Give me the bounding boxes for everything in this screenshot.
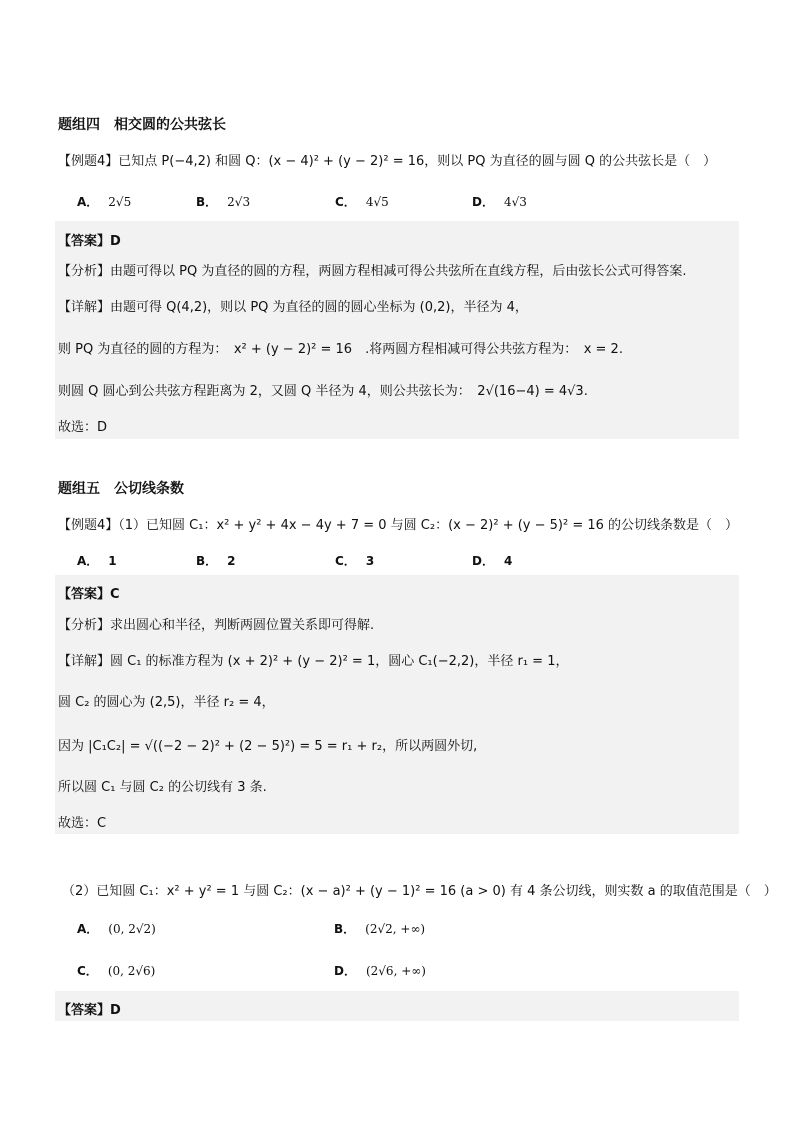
option-b [196,193,250,210]
choice-line: 故选：C [58,816,107,831]
option-b [334,920,425,937]
option-a [77,920,156,937]
option-key: A． [77,554,99,568]
detail-line: 则 PQ 为直径的圆的方程为： x² + (y − 2)² = 16 .将两圆方程相减可得公共弦方程为： x = 2. [58,342,623,357]
option-a [77,193,131,210]
option-b [196,552,236,569]
detail-line: 因为 |C₁C₂| = √((−2 − 2)² + (2 − 5)²) = 5 = r₁ + r₂，所以两圆外切, [58,739,478,754]
detail-line: 【详解】圆 C₁ 的标准方程为 (x + 2)² + (y − 2)² = 1，圆心 C₁(−2,2)，半径 r₁ = 1， [58,654,569,669]
analysis-line: 【分析】由题可得以 PQ 为直径的圆的方程，两圆方程相减可得公共弦所在直线方程，后由弦长公式可得答案. [58,264,687,279]
option-text: 2√3 [227,195,251,209]
option-text: 1 [108,554,117,568]
option-text: 3 [365,554,375,568]
option-c [335,193,389,210]
choice-line: 故选：D [58,420,108,435]
section-title-4: 题组四 相交圆的公共弦长 [58,117,226,133]
question-text: （2）已知圆 C₁：x² + y² = 1 与圆 C₂：(x − a)² + (y − 1)² = 16 (a > 0) 有 4 条公切线，则实数 a 的取值范围是（ ） [62,884,777,899]
option-text: 4 [503,554,513,568]
option-key: B． [196,195,218,209]
option-text: (2√2, +∞) [365,922,426,936]
option-d [334,962,426,979]
option-text: (2√6, +∞) [365,964,426,978]
option-text: 2 [227,554,236,568]
question-text: 【例题4】（1）已知圆 C₁：x² + y² + 4x − 4y + 7 = 0 与圆 C₂：(x − 2)² + (y − 5)² = 16 的公切线条数是（ ） [58,518,739,533]
solution-box [55,221,739,439]
question-text: 【例题4】已知点 P(−4,2) 和圆 Q：(x − 4)² + (y − 2)² = 16，则以 PQ 为直径的圆与圆 Q 的公共弦长是（ ） [58,154,717,169]
detail-line: 则圆 Q 圆心到公共弦方程距离为 2，又圆 Q 半径为 4，则公共弦长为： 2√(16−4) = 4√3. [58,384,588,399]
option-key: B． [196,554,218,568]
option-text: 2√5 [108,195,132,209]
option-key: A． [77,195,99,209]
option-key: C． [77,964,98,978]
detail-line: 【详解】由题可得 Q(4,2)，则以 PQ 为直径的圆的圆心坐标为 (0,2)，半径为 4， [58,300,528,315]
answer-line: 【答案】D [58,234,121,249]
option-text: 4√3 [503,195,527,209]
option-c [335,552,374,569]
answer-line: 【答案】D [58,1003,121,1018]
detail-line: 圆 C₂ 的圆心为 (2,5)，半径 r₂ = 4， [58,695,275,710]
option-d [472,193,527,210]
option-key: D． [472,554,494,568]
option-key: C． [335,554,356,568]
option-key: D． [334,964,356,978]
answer-line: 【答案】C [58,587,120,602]
option-text: 4√5 [365,195,389,209]
option-c [77,962,155,979]
option-text: (0, 2√6) [107,964,156,978]
option-a [77,552,117,569]
solution-box [55,991,739,1021]
option-d [472,552,512,569]
section-title-5: 题组五 公切线条数 [58,481,184,497]
option-key: C． [335,195,356,209]
option-text: (0, 2√2) [108,922,156,936]
option-key: B． [334,922,356,936]
detail-line: 所以圆 C₁ 与圆 C₂ 的公切线有 3 条. [58,780,267,795]
option-key: D． [472,195,494,209]
analysis-line: 【分析】求出圆心和半径，判断两圆位置关系即可得解. [58,618,375,633]
option-key: A． [77,922,99,936]
